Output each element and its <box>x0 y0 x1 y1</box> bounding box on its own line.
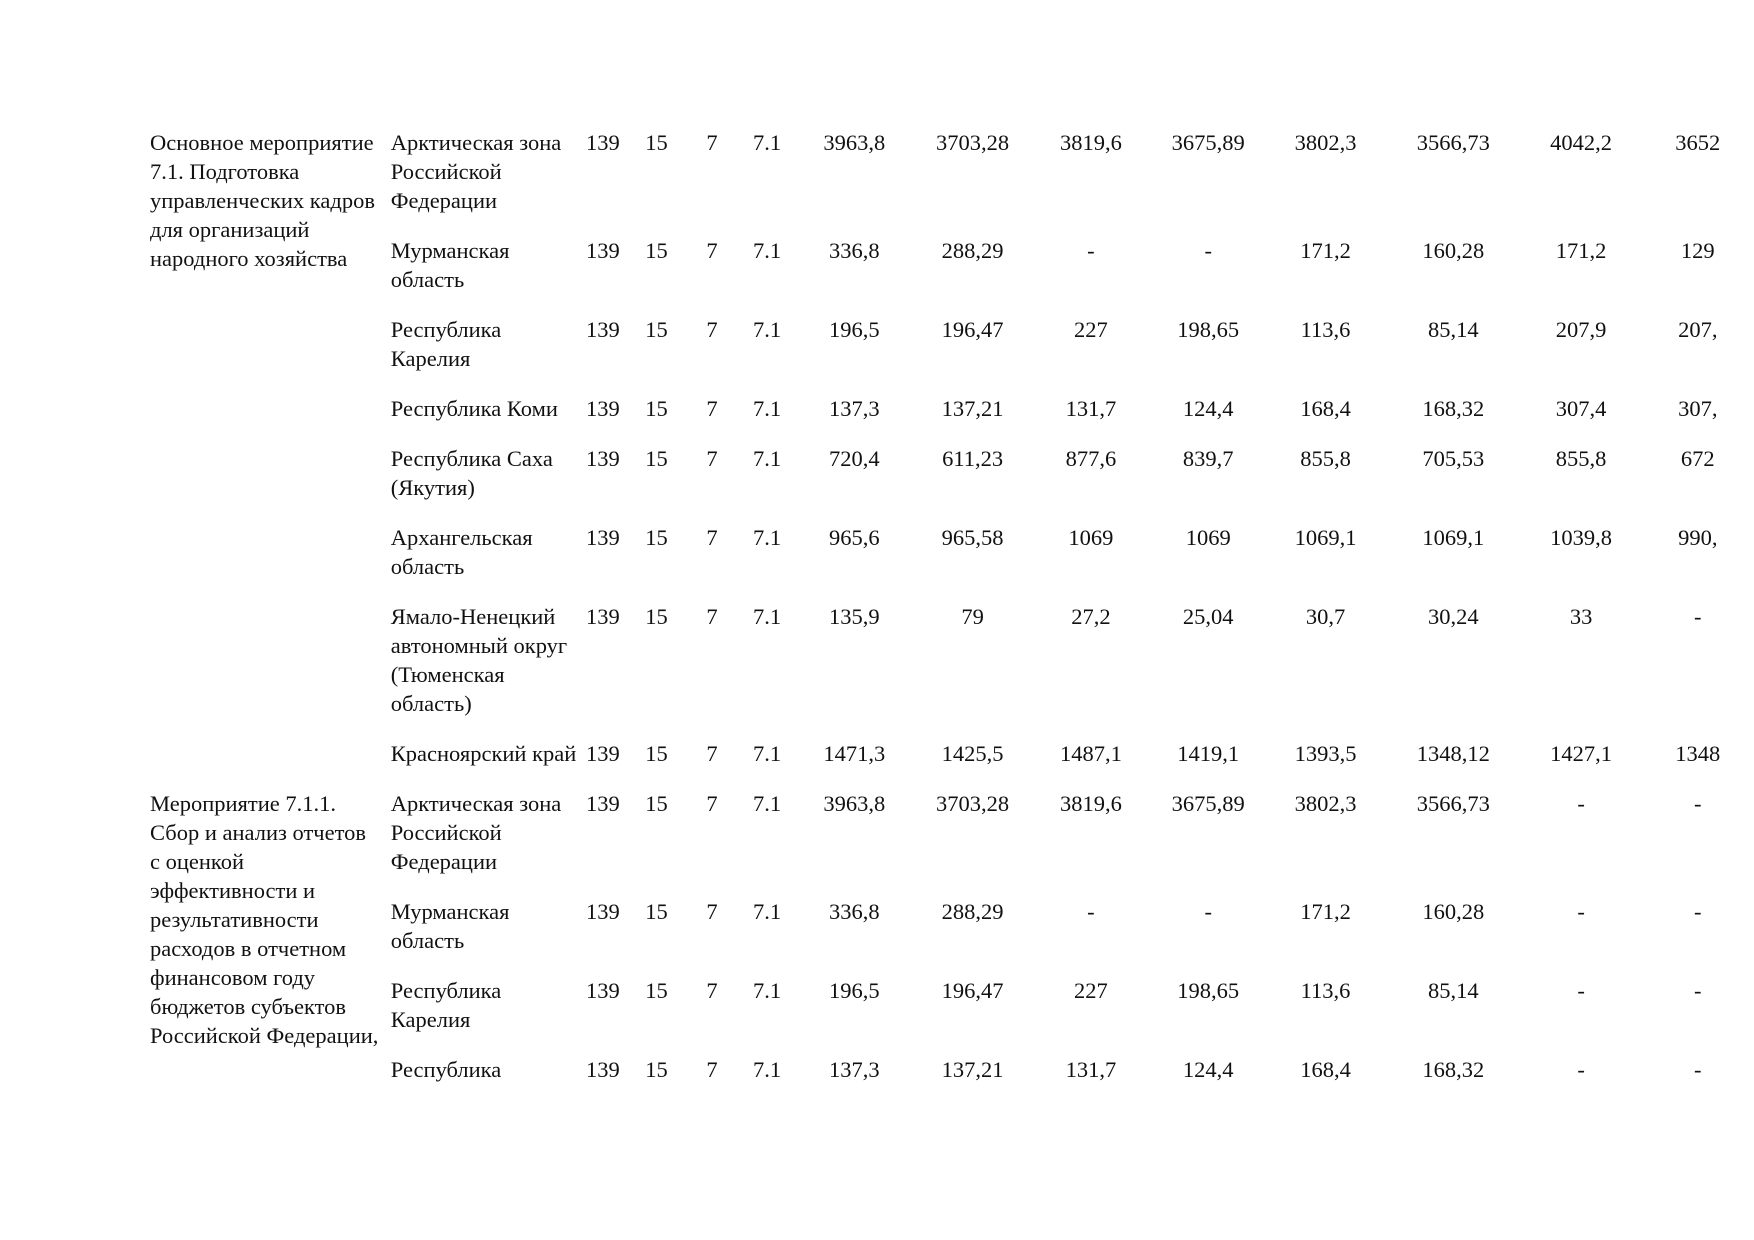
value-cell: 15 <box>645 899 668 924</box>
value-cell: 3675,89 <box>1171 130 1245 155</box>
value-cell: 965,58 <box>941 525 1004 550</box>
value-cell: 7.1 <box>753 317 782 342</box>
value-cell: 7 <box>706 741 718 766</box>
value-cell: 198,65 <box>1177 317 1240 342</box>
value-cell: 137,21 <box>941 1057 1004 1082</box>
value-cell: 7 <box>706 130 718 155</box>
value-cell: 137,3 <box>829 1057 880 1082</box>
value-cell: 3802,3 <box>1294 791 1357 816</box>
value-cell: 139 <box>586 604 620 629</box>
budget-table <box>140 128 1754 1084</box>
value-cell: 1069 <box>1068 525 1114 550</box>
value-cell: 160,28 <box>1422 238 1485 263</box>
value-cell: 7 <box>706 899 718 924</box>
value-cell: 15 <box>645 525 668 550</box>
value-cell: 139 <box>586 317 620 342</box>
value-cell: 7.1 <box>753 238 782 263</box>
value-cell: 198,65 <box>1177 978 1240 1003</box>
value-cell: 877,6 <box>1065 446 1117 471</box>
value-cell: - <box>1577 978 1585 1003</box>
value-cell: - <box>1577 1057 1585 1082</box>
table-row <box>140 976 1754 1055</box>
value-cell: 7 <box>706 1057 718 1082</box>
region-cell: Республика Карелия <box>390 317 502 371</box>
region-cell: Республика Коми <box>390 396 558 421</box>
value-cell: 7.1 <box>753 446 782 471</box>
value-cell: 15 <box>645 978 668 1003</box>
value-cell: 3819,6 <box>1059 791 1122 816</box>
value-cell: 7 <box>706 978 718 1003</box>
value-cell: 139 <box>586 978 620 1003</box>
value-cell: 7.1 <box>753 130 782 155</box>
value-cell: - <box>1694 1057 1702 1082</box>
value-cell: 113,6 <box>1300 978 1351 1003</box>
value-cell: 1069,1 <box>1422 525 1485 550</box>
value-cell: 1069 <box>1185 525 1231 550</box>
value-cell: 611,23 <box>942 446 1004 471</box>
program-cell: Основное мероприятие 7.1. Подготовка управленческих кадров для организаций народного хозяйства <box>150 130 375 271</box>
value-cell: 139 <box>586 525 620 550</box>
value-cell: 168,4 <box>1300 1057 1351 1082</box>
value-cell: 15 <box>645 791 668 816</box>
table-row <box>140 128 1754 236</box>
value-cell: 3963,8 <box>823 130 886 155</box>
value-cell: 7 <box>706 525 718 550</box>
region-cell: Республика <box>390 1057 502 1082</box>
value-cell: - <box>1204 238 1212 263</box>
value-cell: 855,8 <box>1555 446 1607 471</box>
value-cell: 3703,28 <box>936 130 1010 155</box>
value-cell: 124,4 <box>1182 1057 1234 1082</box>
value-cell: 1427,1 <box>1550 741 1613 766</box>
table-row <box>140 236 1754 315</box>
value-cell: 15 <box>645 741 668 766</box>
value-cell: 79 <box>961 604 984 629</box>
region-cell: Ямало-Ненецкий автономный округ (Тюменская область) <box>390 604 568 716</box>
value-cell: 171,2 <box>1300 238 1351 263</box>
value-cell: 705,53 <box>1422 446 1485 471</box>
value-cell: 1348 <box>1675 741 1721 766</box>
value-cell: - <box>1694 899 1702 924</box>
value-cell: 131,7 <box>1065 396 1117 421</box>
value-cell: 288,29 <box>941 899 1004 924</box>
value-cell: 3566,73 <box>1416 791 1490 816</box>
value-cell: 139 <box>586 1057 620 1082</box>
value-cell: 7.1 <box>753 604 782 629</box>
value-cell: 7 <box>706 446 718 471</box>
value-cell: 1348,12 <box>1416 741 1490 766</box>
value-cell: 7 <box>706 317 718 342</box>
table-row <box>140 523 1754 602</box>
value-cell: 168,32 <box>1422 396 1485 421</box>
value-cell: 15 <box>645 130 668 155</box>
value-cell: - <box>1087 899 1095 924</box>
value-cell: 85,14 <box>1428 317 1479 342</box>
value-cell: 7 <box>706 604 718 629</box>
value-cell: 196,5 <box>829 317 880 342</box>
value-cell: 7 <box>706 396 718 421</box>
region-cell: Республика Карелия <box>390 978 502 1032</box>
value-cell: 1393,5 <box>1294 741 1357 766</box>
value-cell: 113,6 <box>1300 317 1351 342</box>
value-cell: - <box>1577 899 1585 924</box>
value-cell: 672 <box>1680 446 1715 471</box>
value-cell: 27,2 <box>1071 604 1111 629</box>
table-row <box>140 789 1754 897</box>
value-cell: 139 <box>586 791 620 816</box>
value-cell: 15 <box>645 446 668 471</box>
value-cell: 4042,2 <box>1550 130 1613 155</box>
value-cell: 15 <box>645 604 668 629</box>
table-row <box>140 1055 1754 1084</box>
value-cell: 15 <box>645 317 668 342</box>
value-cell: 15 <box>645 396 668 421</box>
value-cell: - <box>1204 899 1212 924</box>
value-cell: 33 <box>1569 604 1593 629</box>
region-cell: Мурманская область <box>390 238 510 292</box>
value-cell: 3566,73 <box>1416 130 1490 155</box>
value-cell: 171,2 <box>1300 899 1351 924</box>
value-cell: 227 <box>1074 978 1108 1003</box>
value-cell: 3675,89 <box>1171 791 1245 816</box>
value-cell: 135,9 <box>829 604 880 629</box>
value-cell: - <box>1577 791 1585 816</box>
value-cell: 7.1 <box>753 525 782 550</box>
value-cell: 3652 <box>1675 130 1721 155</box>
value-cell: 85,14 <box>1428 978 1479 1003</box>
value-cell: 160,28 <box>1422 899 1485 924</box>
program-cell: Мероприятие 7.1.1. Сбор и анализ отчетов с оценкой эффективности и результативности расходов в отчетном финансовом году бюджетов субъектов Российской Федерации, <box>150 791 379 1048</box>
value-cell: 207,9 <box>1555 317 1607 342</box>
region-cell: Архангельская область <box>390 525 533 579</box>
value-cell: 227 <box>1074 317 1108 342</box>
value-cell: 196,47 <box>941 978 1004 1003</box>
value-cell: - <box>1694 791 1702 816</box>
value-cell: 124,4 <box>1182 396 1234 421</box>
value-cell: 1487,1 <box>1059 741 1122 766</box>
value-cell: 139 <box>586 396 620 421</box>
value-cell: 207, <box>1678 317 1718 342</box>
value-cell: 139 <box>586 446 620 471</box>
value-cell: 7.1 <box>753 396 782 421</box>
value-cell: 7.1 <box>753 899 782 924</box>
value-cell: 137,3 <box>829 396 880 421</box>
value-cell: 131,7 <box>1065 1057 1117 1082</box>
value-cell: 720,4 <box>829 446 880 471</box>
value-cell: - <box>1694 978 1702 1003</box>
value-cell: 129 <box>1680 238 1715 263</box>
value-cell: 7.1 <box>753 791 782 816</box>
table-row <box>140 602 1754 739</box>
value-cell: 3703,28 <box>936 791 1010 816</box>
table-row <box>140 315 1754 394</box>
value-cell: 168,4 <box>1300 396 1351 421</box>
value-cell: 3963,8 <box>823 791 886 816</box>
table-row <box>140 444 1754 523</box>
table-body <box>140 128 1754 1084</box>
value-cell: 196,5 <box>829 978 880 1003</box>
table-row <box>140 739 1754 789</box>
region-cell: Арктическая зона Российской Федерации <box>390 791 562 874</box>
value-cell: 307, <box>1678 396 1718 421</box>
value-cell: 30,7 <box>1305 604 1346 629</box>
value-cell: 336,8 <box>829 238 880 263</box>
value-cell: 307,4 <box>1555 396 1607 421</box>
value-cell: 855,8 <box>1300 446 1351 471</box>
value-cell: 7.1 <box>753 978 782 1003</box>
value-cell: 139 <box>586 899 620 924</box>
value-cell: 171,2 <box>1555 238 1607 263</box>
value-cell: 1039,8 <box>1550 525 1613 550</box>
value-cell: 196,47 <box>941 317 1004 342</box>
value-cell: 1069,1 <box>1294 525 1357 550</box>
value-cell: 137,21 <box>941 396 1004 421</box>
value-cell: 15 <box>645 1057 668 1082</box>
region-cell: Арктическая зона Российской Федерации <box>390 130 562 213</box>
region-cell: Мурманская область <box>390 899 510 953</box>
value-cell: 839,7 <box>1182 446 1234 471</box>
value-cell: 288,29 <box>941 238 1004 263</box>
value-cell: 965,6 <box>829 525 880 550</box>
value-cell: 25,04 <box>1182 604 1234 629</box>
value-cell: - <box>1694 604 1702 629</box>
value-cell: - <box>1087 238 1095 263</box>
value-cell: 1471,3 <box>823 741 886 766</box>
value-cell: 30,24 <box>1428 604 1479 629</box>
value-cell: 1419,1 <box>1177 741 1240 766</box>
value-cell: 7.1 <box>753 1057 782 1082</box>
value-cell: 139 <box>586 130 620 155</box>
value-cell: 7 <box>706 238 718 263</box>
value-cell: 168,32 <box>1422 1057 1485 1082</box>
value-cell: 7 <box>706 791 718 816</box>
value-cell: 336,8 <box>829 899 880 924</box>
table-row <box>140 394 1754 444</box>
value-cell: 3819,6 <box>1059 130 1122 155</box>
value-cell: 1425,5 <box>941 741 1004 766</box>
region-cell: Красноярский край <box>390 741 577 766</box>
value-cell: 15 <box>645 238 668 263</box>
region-cell: Республика Саха (Якутия) <box>390 446 553 500</box>
value-cell: 139 <box>586 741 620 766</box>
value-cell: 139 <box>586 238 620 263</box>
value-cell: 3802,3 <box>1294 130 1357 155</box>
value-cell: 7.1 <box>753 741 782 766</box>
value-cell: 990, <box>1678 525 1718 550</box>
table-row <box>140 897 1754 976</box>
